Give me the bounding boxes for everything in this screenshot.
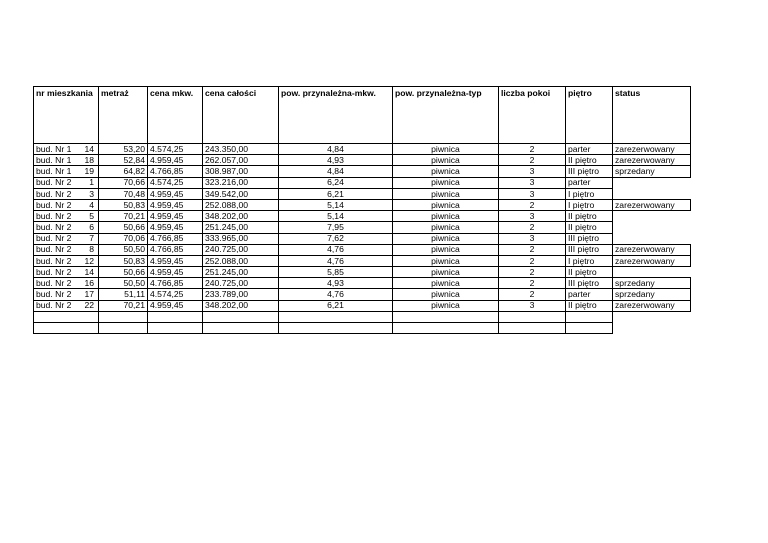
cell-pietro: III piętro xyxy=(566,278,613,289)
cell-pietro: III piętro xyxy=(566,233,613,244)
cell-cena-mkw: 4.959,45 xyxy=(148,267,203,278)
apartment-number: 8 xyxy=(89,244,94,255)
cell-pietro: parter xyxy=(566,289,613,300)
cell-pietro: II piętro xyxy=(566,222,613,233)
cell-cena-calosci: 240.725,00 xyxy=(203,278,279,289)
empty-cell xyxy=(613,311,691,322)
cell-pow-mkw: 4,93 xyxy=(279,155,393,166)
cell-metraz: 52,84 xyxy=(99,155,148,166)
header-status: status xyxy=(613,87,691,144)
empty-cell xyxy=(203,323,279,334)
cell-cena-mkw: 4.766,85 xyxy=(148,233,203,244)
cell-cena-mkw: 4.959,45 xyxy=(148,222,203,233)
cell-status: zarezerwowany xyxy=(613,300,691,311)
cell-pietro: parter xyxy=(566,177,613,188)
empty-cell xyxy=(566,323,613,334)
cell-cena-calosci: 251.245,00 xyxy=(203,222,279,233)
cell-pietro: II piętro xyxy=(566,300,613,311)
cell-pietro: III piętro xyxy=(566,244,613,255)
cell-pow-typ: piwnica xyxy=(393,289,499,300)
table-row xyxy=(34,199,691,210)
cell-pow-typ: piwnica xyxy=(393,222,499,233)
cell-cena-mkw: 4.574,25 xyxy=(148,289,203,300)
building-label: bud. Nr 2 xyxy=(36,222,72,233)
cell-nr-mieszkania xyxy=(34,222,99,233)
cell-pietro: II piętro xyxy=(566,267,613,278)
cell-pow-typ: piwnica xyxy=(393,177,499,188)
header-pow-mkw: pow. przynależna-mkw. xyxy=(279,87,393,144)
cell-cena-calosci: 240.725,00 xyxy=(203,244,279,255)
cell-nr-mieszkania xyxy=(34,267,99,278)
table-row xyxy=(34,211,691,222)
cell-pietro: III piętro xyxy=(566,166,613,177)
cell-cena-mkw: 4.959,45 xyxy=(148,300,203,311)
cell-status xyxy=(613,233,691,244)
cell-metraz: 70,06 xyxy=(99,233,148,244)
empty-cell xyxy=(99,323,148,334)
building-label: bud. Nr 1 xyxy=(36,154,72,165)
cell-metraz: 70,21 xyxy=(99,300,148,311)
cell-status: sprzedany xyxy=(613,166,691,177)
table-row xyxy=(34,177,691,188)
table-row xyxy=(34,166,691,177)
building-label: bud. Nr 2 xyxy=(36,177,72,188)
cell-metraz: 50,83 xyxy=(99,199,148,210)
empty-row xyxy=(34,311,691,322)
header-liczba-pokoi: liczba pokoi xyxy=(499,87,566,144)
cell-pow-mkw: 4,76 xyxy=(279,289,393,300)
cell-cena-calosci: 349.542,00 xyxy=(203,188,279,199)
table-row xyxy=(34,267,691,278)
cell-metraz: 64,82 xyxy=(99,166,148,177)
cell-liczba-pokoi: 2 xyxy=(499,199,566,210)
cell-pow-typ: piwnica xyxy=(393,211,499,222)
cell-pow-typ: piwnica xyxy=(393,244,499,255)
apartment-number: 17 xyxy=(84,289,94,300)
empty-cell xyxy=(279,311,393,322)
cell-cena-mkw: 4.766,85 xyxy=(148,166,203,177)
cell-cena-mkw: 4.574,25 xyxy=(148,177,203,188)
cell-pow-mkw: 4,76 xyxy=(279,255,393,266)
cell-nr-mieszkania xyxy=(34,199,99,210)
cell-nr-mieszkania xyxy=(34,278,99,289)
cell-status: sprzedany xyxy=(613,289,691,300)
empty-cell xyxy=(279,323,393,334)
cell-pietro: I piętro xyxy=(566,255,613,266)
cell-cena-mkw: 4.766,85 xyxy=(148,278,203,289)
table-row xyxy=(34,255,691,266)
cell-pow-mkw: 6,21 xyxy=(279,300,393,311)
building-label: bud. Nr 2 xyxy=(36,244,72,255)
cell-pietro: II piętro xyxy=(566,155,613,166)
cell-status: zarezerwowany xyxy=(613,155,691,166)
cell-pow-typ: piwnica xyxy=(393,166,499,177)
table-row xyxy=(34,233,691,244)
cell-liczba-pokoi: 2 xyxy=(499,278,566,289)
cell-liczba-pokoi: 2 xyxy=(499,155,566,166)
cell-pow-typ: piwnica xyxy=(393,255,499,266)
apartments-table xyxy=(33,86,691,334)
apartment-number: 6 xyxy=(89,222,94,233)
cell-status: zarezerwowany xyxy=(613,199,691,210)
cell-liczba-pokoi: 3 xyxy=(499,177,566,188)
cell-nr-mieszkania xyxy=(34,300,99,311)
cell-pow-mkw: 6,21 xyxy=(279,188,393,199)
building-label: bud. Nr 2 xyxy=(36,255,72,266)
cell-nr-mieszkania xyxy=(34,244,99,255)
cell-metraz: 51,11 xyxy=(99,289,148,300)
apartment-number: 19 xyxy=(84,166,94,177)
cell-pow-mkw: 4,84 xyxy=(279,144,393,155)
header-pietro: piętro xyxy=(566,87,613,144)
cell-pow-mkw: 4,93 xyxy=(279,278,393,289)
header-cena-mkw: cena mkw. xyxy=(148,87,203,144)
cell-liczba-pokoi: 3 xyxy=(499,233,566,244)
table-row xyxy=(34,300,691,311)
table-row xyxy=(34,278,691,289)
cell-status xyxy=(613,222,691,233)
cell-nr-mieszkania xyxy=(34,155,99,166)
cell-nr-mieszkania xyxy=(34,144,99,155)
empty-cell xyxy=(499,311,566,322)
apartment-number: 16 xyxy=(84,278,94,289)
cell-status: sprzedany xyxy=(613,278,691,289)
cell-cena-mkw: 4.959,45 xyxy=(148,211,203,222)
building-label: bud. Nr 2 xyxy=(36,266,72,277)
empty-cell xyxy=(148,311,203,322)
building-label: bud. Nr 2 xyxy=(36,233,72,244)
header-nr-mieszkania: nr mieszkania xyxy=(34,87,99,144)
building-label: bud. Nr 2 xyxy=(36,278,72,289)
cell-cena-calosci: 252.088,00 xyxy=(203,199,279,210)
cell-nr-mieszkania xyxy=(34,211,99,222)
cell-pow-typ: piwnica xyxy=(393,144,499,155)
cell-pow-mkw: 5,14 xyxy=(279,199,393,210)
cell-liczba-pokoi: 3 xyxy=(499,211,566,222)
cell-cena-mkw: 4.959,45 xyxy=(148,199,203,210)
cell-pietro: II piętro xyxy=(566,211,613,222)
empty-cell xyxy=(393,323,499,334)
cell-pow-mkw: 5,14 xyxy=(279,211,393,222)
cell-liczba-pokoi: 3 xyxy=(499,166,566,177)
cell-cena-mkw: 4.766,85 xyxy=(148,244,203,255)
building-label: bud. Nr 2 xyxy=(36,188,72,199)
header-cena-calosci: cena całości xyxy=(203,87,279,144)
empty-cell xyxy=(393,311,499,322)
cell-pow-mkw: 7,62 xyxy=(279,233,393,244)
table-row xyxy=(34,222,691,233)
cell-pow-mkw: 6,24 xyxy=(279,177,393,188)
cell-pow-mkw: 7,95 xyxy=(279,222,393,233)
cell-liczba-pokoi: 2 xyxy=(499,289,566,300)
empty-cell xyxy=(499,323,566,334)
cell-liczba-pokoi: 3 xyxy=(499,188,566,199)
cell-status xyxy=(613,177,691,188)
cell-pow-mkw: 4,76 xyxy=(279,244,393,255)
apartment-number: 4 xyxy=(89,199,94,210)
cell-nr-mieszkania xyxy=(34,188,99,199)
empty-cell xyxy=(34,311,99,322)
building-label: bud. Nr 2 xyxy=(36,199,72,210)
cell-pow-typ: piwnica xyxy=(393,267,499,278)
empty-cell xyxy=(99,311,148,322)
apartment-number: 3 xyxy=(89,188,94,199)
apartment-number: 14 xyxy=(84,143,94,154)
table-body xyxy=(34,87,691,334)
cell-metraz: 70,48 xyxy=(99,188,148,199)
building-label: bud. Nr 1 xyxy=(36,143,72,154)
cell-cena-calosci: 252.088,00 xyxy=(203,255,279,266)
table-row xyxy=(34,289,691,300)
cell-nr-mieszkania xyxy=(34,233,99,244)
cell-cena-calosci: 308.987,00 xyxy=(203,166,279,177)
apartment-number: 12 xyxy=(84,255,94,266)
cell-nr-mieszkania xyxy=(34,255,99,266)
cell-metraz: 70,21 xyxy=(99,211,148,222)
cell-metraz: 70,66 xyxy=(99,177,148,188)
cell-cena-calosci: 233.789,00 xyxy=(203,289,279,300)
cell-cena-calosci: 348.202,00 xyxy=(203,300,279,311)
cell-metraz: 50,50 xyxy=(99,278,148,289)
apartment-number: 18 xyxy=(84,154,94,165)
cell-cena-calosci: 251.245,00 xyxy=(203,267,279,278)
cell-status xyxy=(613,267,691,278)
header-pow-typ: pow. przynależna-typ xyxy=(393,87,499,144)
cell-pow-typ: piwnica xyxy=(393,155,499,166)
cell-status xyxy=(613,211,691,222)
cell-nr-mieszkania xyxy=(34,289,99,300)
cell-metraz: 53,20 xyxy=(99,144,148,155)
empty-cell xyxy=(34,323,99,334)
table-row xyxy=(34,155,691,166)
cell-metraz: 50,50 xyxy=(99,244,148,255)
cell-pow-mkw: 4,84 xyxy=(279,166,393,177)
cell-pow-typ: piwnica xyxy=(393,300,499,311)
header-row xyxy=(34,87,691,144)
table-row xyxy=(34,144,691,155)
cell-cena-calosci: 323.216,00 xyxy=(203,177,279,188)
cell-status: zarezerwowany xyxy=(613,244,691,255)
header-metraz: metraż xyxy=(99,87,148,144)
cell-cena-mkw: 4.959,45 xyxy=(148,188,203,199)
cell-pow-typ: piwnica xyxy=(393,199,499,210)
cell-cena-calosci: 243.350,00 xyxy=(203,144,279,155)
cell-metraz: 50,83 xyxy=(99,255,148,266)
cell-liczba-pokoi: 2 xyxy=(499,222,566,233)
cell-pow-mkw: 5,85 xyxy=(279,267,393,278)
cell-cena-mkw: 4.959,45 xyxy=(148,155,203,166)
building-label: bud. Nr 2 xyxy=(36,210,72,221)
cell-metraz: 50,66 xyxy=(99,222,148,233)
empty-cell xyxy=(203,311,279,322)
cell-cena-mkw: 4.574,25 xyxy=(148,144,203,155)
cell-pow-typ: piwnica xyxy=(393,233,499,244)
building-label: bud. Nr 1 xyxy=(36,166,72,177)
table-row xyxy=(34,244,691,255)
empty-cell xyxy=(148,323,203,334)
cell-liczba-pokoi: 2 xyxy=(499,255,566,266)
cell-status: zarezerwowany xyxy=(613,255,691,266)
cell-liczba-pokoi: 2 xyxy=(499,267,566,278)
cell-status: zarezerwowany xyxy=(613,144,691,155)
cell-pietro: I piętro xyxy=(566,199,613,210)
cell-pietro: parter xyxy=(566,144,613,155)
cell-liczba-pokoi: 2 xyxy=(499,144,566,155)
apartment-number: 5 xyxy=(89,210,94,221)
cell-nr-mieszkania xyxy=(34,177,99,188)
cell-metraz: 50,66 xyxy=(99,267,148,278)
apartment-number: 7 xyxy=(89,233,94,244)
empty-cell xyxy=(566,311,613,322)
building-label: bud. Nr 2 xyxy=(36,300,72,311)
cell-cena-mkw: 4.959,45 xyxy=(148,255,203,266)
cell-pow-typ: piwnica xyxy=(393,278,499,289)
cell-cena-calosci: 333.965,00 xyxy=(203,233,279,244)
empty-cell xyxy=(613,323,691,334)
cell-pietro: I piętro xyxy=(566,188,613,199)
cell-cena-calosci: 348.202,00 xyxy=(203,211,279,222)
apartment-number: 1 xyxy=(89,177,94,188)
cell-nr-mieszkania xyxy=(34,166,99,177)
cell-status xyxy=(613,188,691,199)
cell-pow-typ: piwnica xyxy=(393,188,499,199)
cell-cena-calosci: 262.057,00 xyxy=(203,155,279,166)
cell-liczba-pokoi: 2 xyxy=(499,244,566,255)
apartment-number: 22 xyxy=(84,300,94,311)
table-row xyxy=(34,188,691,199)
apartment-number: 14 xyxy=(84,266,94,277)
cell-liczba-pokoi: 3 xyxy=(499,300,566,311)
empty-row xyxy=(34,323,691,334)
building-label: bud. Nr 2 xyxy=(36,289,72,300)
